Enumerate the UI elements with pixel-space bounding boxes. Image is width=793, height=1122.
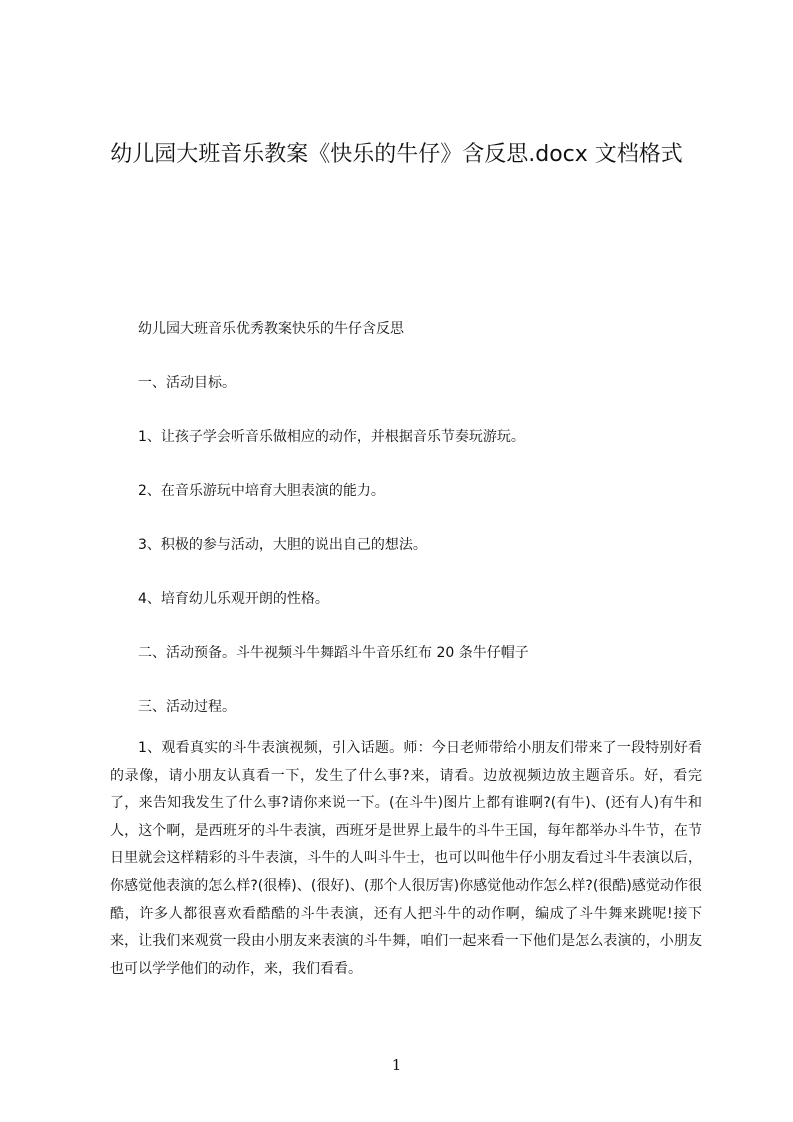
process-paragraph: 1、观看真实的斗牛表演视频，引入话题。师：今日老师带给小朋友们带来了一段特别好看的录像，请小朋友认真看一下，发生了什么事?来，请看。边放视频边放主题音乐。好，看完了，来告知我发生了什么事?请你来说一下。(在斗牛)图片上都有谁啊?(有牛)、(还有人)有牛和人，这个啊，是西班牙的斗牛表演，西班牙是世界上最牛的斗牛王国，每年都举办斗牛节，在节日里就会这样精彩的斗牛表演，斗牛的人叫斗牛士，也可以叫他牛仔小朋友看过斗牛表演以后，你感觉他表演的怎么样?(很棒)、(很好)、(那个人很厉害)你感觉他动作怎么样?(很酷)感觉动作很酷，许多人都很喜欢看酷酷的斗牛表演，还有人把斗牛的动作啊，编成了斗牛舞来跳呢!接下来，让我们来观赏一段由小朋友来表演的斗牛舞，咱们一起来看一下他们是怎么表演的，小朋友也可以学学他们的动作，来，我们看看。 [110,740,702,977]
goal-item: 2、在音乐游玩中培育大胆表演的能力。 [138,483,385,499]
subtitle: 幼儿园大班音乐优秀教案快乐的牛仔含反思 [138,321,404,337]
section-heading-goals: 一、活动目标。 [138,375,236,391]
document-title: 幼儿园大班音乐教案《快乐的牛仔》含反思.docx 文档格式 [110,142,683,167]
section-heading-preparation: 二、活动预备。斗牛视频斗牛舞蹈斗牛音乐红布 20 条牛仔帽子 [138,645,529,661]
goal-item: 4、培育幼儿乐观开朗的性格。 [138,591,329,607]
page-number: 1 [391,1056,402,1074]
goal-item: 3、积极的参与活动，大胆的说出自己的想法。 [138,537,427,553]
section-heading-process: 三、活动过程。 [138,699,236,715]
goal-item: 1、让孩子学会听音乐做相应的动作，并根据音乐节奏玩游玩。 [138,429,525,445]
